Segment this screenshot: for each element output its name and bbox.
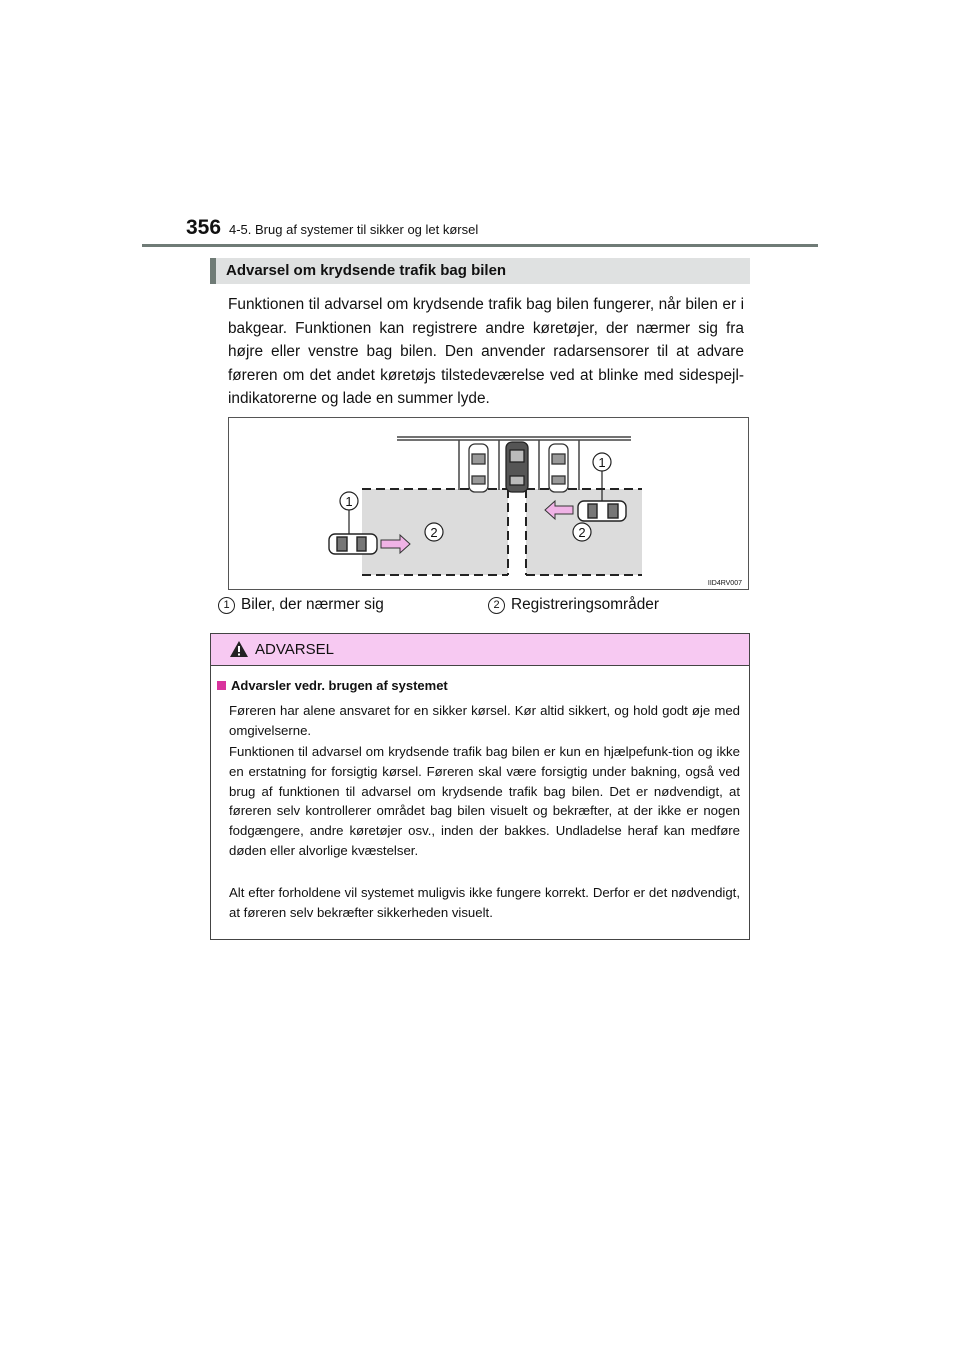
caption-number: 1 <box>218 597 235 614</box>
warning-paragraph: Alt efter forholdene vil systemet muligvis ikke fungere korrekt. Derfor er det nødvendigt, at føreren selv bekræfter sikkerheden visuelt. <box>229 885 740 920</box>
figure-code: IID4RV007 <box>707 580 742 587</box>
section-accent <box>210 258 216 284</box>
header-rule <box>142 244 818 247</box>
callout-1-right: 1 <box>598 455 606 470</box>
own-car-reversing <box>506 442 528 492</box>
callout-2-left: 2 <box>430 525 438 540</box>
callout-1-left: 1 <box>345 494 353 509</box>
approaching-car-left <box>329 534 377 554</box>
section-heading-bar <box>210 258 750 284</box>
warning-box <box>210 633 750 940</box>
parking-diagram-illustration <box>229 418 750 591</box>
warning-label: ADVARSEL <box>255 641 334 658</box>
chapter-title: 4-5. Brug af systemer til sikker og let kørsel <box>229 222 479 237</box>
warning-triangle-icon <box>229 640 249 658</box>
parked-car-1 <box>469 444 488 492</box>
warning-header <box>211 634 749 666</box>
warning-paragraph: Funktionen til advarsel om krydsende trafik bag bilen er kun en hjælpefunk-tion og ikke en erstatning for forsigtig kørsel. Føreren skal være forsigtig under bakning, også ved brug af funktionen til advarsel om krydsende trafik bag bilen. Det er nødvendigt, at føreren selv kontrollerer området bag bilen visuelt og bekræfter, at der ikke er nogen fodgængere, andre køretøjer osv., inden der bakkes. Undladelse heraf kan medføre døden eller alvorlige kvæstelser. <box>229 744 740 858</box>
parked-car-3 <box>549 444 568 492</box>
warning-subheading-text: Advarsler vedr. brugen af systemet <box>231 678 448 693</box>
warning-paragraph: Føreren har alene ansvaret for en sikker kørsel. Kør altid sikkert, og hold godt øje med omgivelserne. <box>229 703 740 738</box>
parking-diagram <box>228 417 749 590</box>
warning-subheading <box>217 678 448 693</box>
intro-paragraph: Funktionen til advarsel om krydsende trafik bag bilen fungerer, når bilen er i bakgear. Funktionen kan registrere andre køretøjer, der nærmer sig fra højre eller venstre bag bilen. Den anvender radarsensorer til at advare føreren om det andet køretøjs tilstedeværelse ved at blinke med sidespejl-indikatorerne og lade en summer lyde. <box>228 296 744 407</box>
callout-2-right: 2 <box>578 525 586 540</box>
caption-approaching-cars <box>218 596 384 614</box>
page-number: 356 <box>186 216 222 239</box>
caption-text: Registreringsområder <box>511 596 659 613</box>
caption-number: 2 <box>488 597 505 614</box>
approaching-car-right <box>578 501 626 521</box>
bullet-square-icon <box>217 681 226 690</box>
caption-text: Biler, der nærmer sig <box>241 596 384 613</box>
caption-detection-areas <box>488 596 659 614</box>
section-title: Advarsel om krydsende trafik bag bilen <box>226 262 507 279</box>
